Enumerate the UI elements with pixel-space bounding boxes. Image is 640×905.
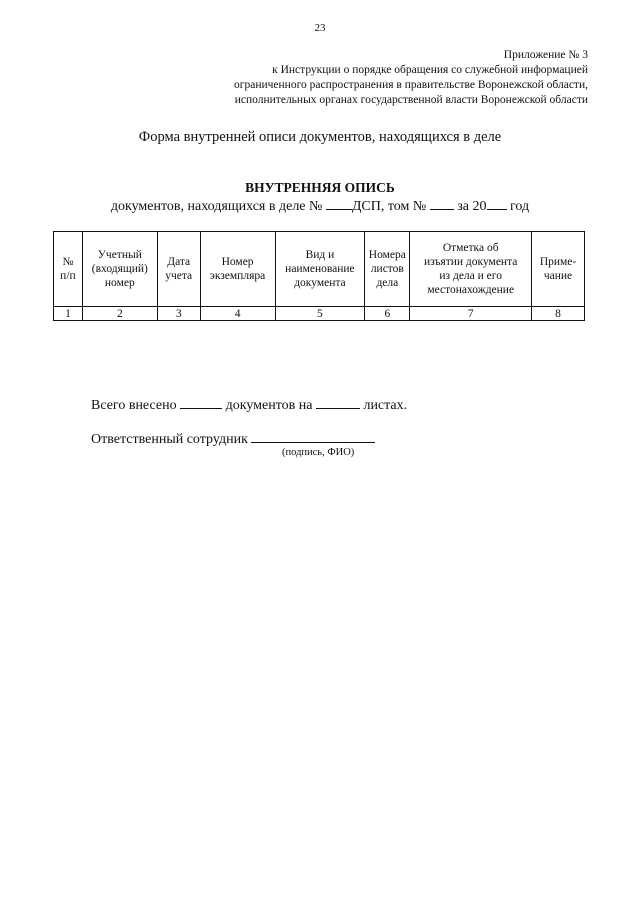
subtitle-text-2: ДСП, том №: [351, 199, 427, 214]
column-number-cell: 2: [82, 307, 157, 321]
total-text-2: документов на: [225, 398, 313, 413]
document-title: ВНУТРЕННЯЯ ОПИСЬ: [245, 180, 395, 195]
appendix-line-3: ограниченного распространения в правительстве Воронежской области,: [234, 79, 588, 91]
signature-caption: (подпись, ФИО): [282, 447, 355, 458]
year-blank[interactable]: [487, 197, 507, 210]
column-number-cell: 1: [54, 307, 83, 321]
header-sheet-numbers: Номера листов дела: [365, 232, 410, 307]
column-number-cell: 7: [410, 307, 532, 321]
subtitle-text-4: год: [510, 199, 530, 214]
header-note: Приме- чание: [532, 232, 585, 307]
total-entered-line: [91, 396, 407, 414]
header-document-type: Вид и наименование документа: [275, 232, 365, 307]
document-subtitle: [0, 197, 640, 215]
appendix-line-4: исполнительных органах государственной власти Воронежской области: [234, 94, 588, 106]
appendix-line-2: к Инструкции о порядке обращения со служебной информацией: [272, 64, 588, 76]
column-number-cell: 6: [365, 307, 410, 321]
responsible-label: Ответственный сотрудник: [91, 432, 248, 447]
document-count-blank[interactable]: [180, 396, 222, 409]
column-number-cell: 8: [532, 307, 585, 321]
responsible-employee-line: [91, 430, 375, 448]
form-caption: Форма внутренней описи документов, находящихся в деле: [138, 129, 502, 145]
column-number-cell: 4: [200, 307, 275, 321]
signature-blank[interactable]: [251, 430, 375, 443]
page-number: 23: [314, 22, 326, 34]
subtitle-text-1: документов, находящихся в деле №: [110, 199, 323, 214]
header-copy-number: Номер экземпляра: [200, 232, 275, 307]
total-text-3: листах.: [363, 398, 408, 413]
inventory-table: [53, 231, 585, 321]
table-header-row: [54, 232, 585, 307]
header-withdrawal-mark: Отметка об изъятии документа из дела и его местонахождение: [410, 232, 532, 307]
case-number-blank[interactable]: [326, 197, 352, 210]
sheet-count-blank[interactable]: [316, 396, 360, 409]
header-registration-date: Дата учета: [157, 232, 200, 307]
table-row: [54, 307, 585, 321]
volume-number-blank[interactable]: [430, 197, 454, 210]
appendix-line-1: Приложение № 3: [503, 49, 588, 61]
column-number-cell: 5: [275, 307, 365, 321]
appendix-reference: [158, 48, 588, 108]
total-text-1: Всего внесено: [91, 398, 177, 413]
header-registration-number: Учетный (входящий) номер: [82, 232, 157, 307]
column-number-cell: 3: [157, 307, 200, 321]
subtitle-text-3: за 20: [457, 199, 487, 214]
header-row-number: № п/п: [54, 232, 83, 307]
